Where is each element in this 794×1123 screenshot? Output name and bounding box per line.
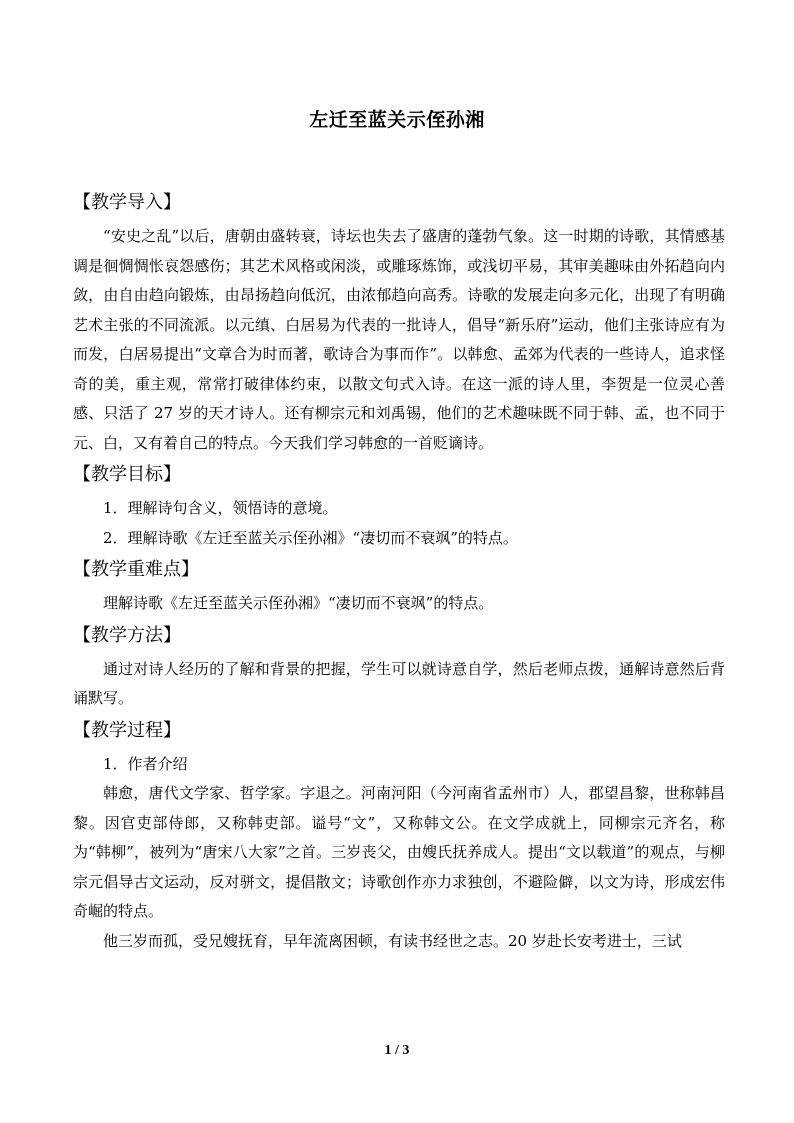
methods-paragraph: 通过对诗人经历的了解和背景的把握，学生可以就诗意自学，然后老师点拨，通解诗意然后背诵默写。 — [73, 659, 725, 707]
section-heading-methods: 【教学方法】 — [73, 624, 181, 646]
section-heading-key-points: 【教学重难点】 — [73, 559, 199, 580]
document-title: 左迁至蓝关示侄孙湘 — [309, 109, 485, 131]
goal-item-1: 1．理解诗句含义，领悟诗的意境。 — [103, 499, 338, 517]
process-item-1: 1．作者介绍 — [103, 754, 188, 773]
goal-item-2: 2．理解诗歌《左迁至蓝关示侄孙湘》“凄切而不衰飒”的特点。 — [103, 528, 518, 547]
section-heading-goals: 【教学目标】 — [73, 464, 181, 485]
author-paragraph-1: 韩愈，唐代文学家、哲学家。字退之。河南河阳（今河南省孟州市）人，郡望昌黎，世称韩昌黎。因官吏部侍郎，又称韩吏部。谥号“文”，又称韩文公。在文学成就上，同柳宗元齐名，称为“韩柳”，被列为“唐宋八大家”之首。三岁丧父，由嫂氏抚养成人。提出“文以载道”的观点，与柳宗元倡导古文运动，反对骈文，提倡散文；诗歌创作亦力求独创，不避险僻，以文为诗，形成宏伟奇崛的特点。 — [73, 784, 725, 920]
section-heading-intro: 【教学导入】 — [73, 192, 181, 213]
key-points-paragraph: 理解诗歌《左迁至蓝关示侄孙湘》“凄切而不衰飒”的特点。 — [103, 594, 494, 612]
intro-paragraph: “安史之乱”以后，唐朝由盛转衰，诗坛也失去了盛唐的蓬勃气象。这一时期的诗歌，其情感基调是徊惆惆怅哀怨感伤；其艺术风格或闲淡，或雕琢炼饰，或浅切平易，其审美趣味由外拓趋向内敛，由自由趋向锻炼，由昂扬趋向低沉，由浓郁趋向高秀。诗歌的发展走向多元化，出现了有明确艺术主张的不同流派。以元缜、白居易为代表的一批诗人，倡导“新乐府”运动，他们主张诗应有为而发，白居易提出“文章合为时而著，歌诗合为事而作”。以韩愈、孟郊为代表的一些诗人，追求怪奇的美，重主观，常常打破律体约束，以散文句式入诗。在这一派的诗人里，李贺是一位灵心善感、只活了 27 岁的天才诗人。还有柳宗元和刘禹锡，他们的艺术趣味既不同于韩、孟，也不同于元、白，又有着自己的特点。今天我们学习韩愈的一首贬谪诗。 — [73, 227, 725, 452]
author-paragraph-2: 他三岁而孤，受兄嫂抚育，早年流离困顿，有读书经世之志。20 岁赴长安考进士，三试 — [103, 931, 682, 950]
section-heading-process: 【教学过程】 — [73, 719, 181, 741]
page-indicator: 1 / 3 — [384, 1043, 410, 1058]
document-body — [73, 188, 725, 956]
